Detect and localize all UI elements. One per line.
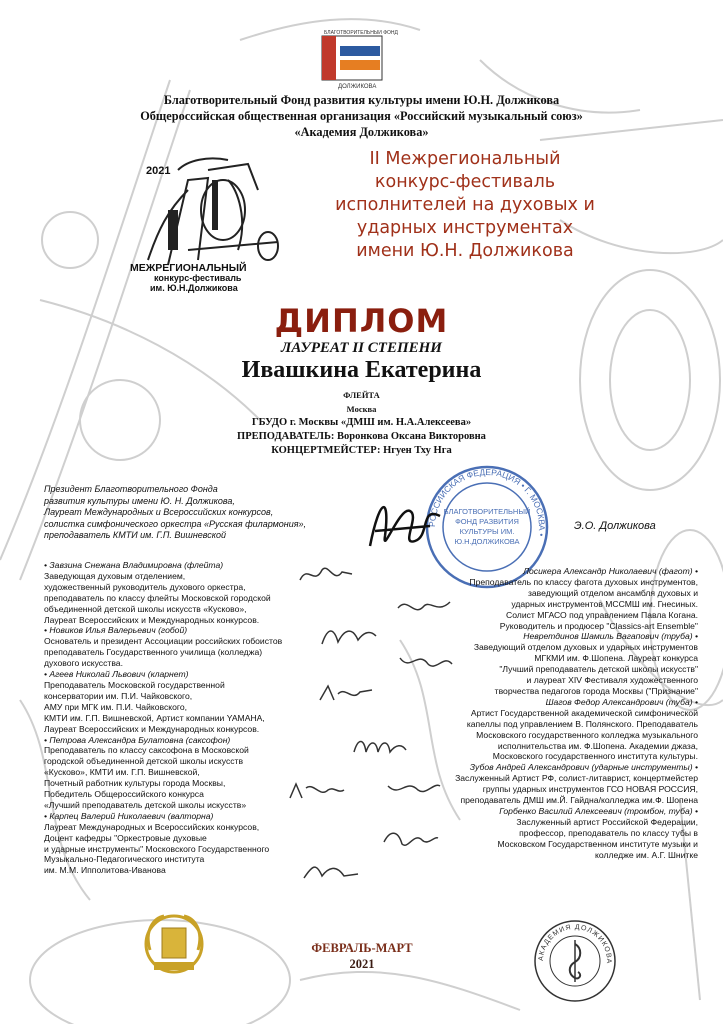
jury-member-desc: преподаватель ДМШ им.Й. Гайдна/колледжа им.Ф. Шопена xyxy=(460,795,698,806)
jury-member-name: Шагов Федор Александрович (туба) • xyxy=(545,696,698,707)
jury-member-desc: преподаватель по классу флейты Московской городской xyxy=(44,592,271,603)
stamp-center-line: Ю.Н.ДОЛЖИКОВА xyxy=(454,537,520,546)
jury-member-desc: «Кусково», КМТИ им. Г.П. Вишневской, xyxy=(44,767,200,778)
jury-member-desc: Московского государственного института культуры. xyxy=(492,751,698,762)
emblem-subtitle: конкурс-фестиваль xyxy=(154,273,242,283)
contest-title xyxy=(300,148,630,263)
president-name: Э.О. Должикова xyxy=(574,520,656,532)
foundation-logo xyxy=(318,30,398,90)
jury-member-desc: заведующий отделом ансамбля духовых и xyxy=(527,587,698,598)
stamp-ring-text: РОССИЙСКАЯ ФЕДЕРАЦИЯ • Г. МОСКВА • xyxy=(426,466,548,538)
contest-title-line: имени Ю.Н. Должикова xyxy=(356,241,574,261)
president-line: развития культуры имени Ю. Н. Должикова, xyxy=(44,495,235,506)
jury-member-desc: Победитель Общероссийского конкурса xyxy=(44,789,204,800)
jury-member-desc: Заведующий отделом духовых и ударных инструментов xyxy=(473,642,698,653)
jury-member-desc: и ударные инструменты" Московского Государственного xyxy=(44,843,270,854)
jury-member-desc: Основатель и президент Ассоциации российских гобоистов xyxy=(44,636,283,647)
jury-member-desc: Московском Государственном институте музыки и xyxy=(497,838,698,849)
jury-member-desc: профессор, преподаватель по классу тубы в xyxy=(519,827,698,838)
jury-member-name: Зубов Андрей Александрович (ударные инструменты) • xyxy=(469,762,698,773)
jury-member-desc: исполнительства им. Ф.Шопена. Академии джаза, xyxy=(497,740,698,751)
jury-member-desc: "Лучший преподаватель детской школы искусств" xyxy=(499,664,698,675)
svg-text:ДОЛЖИКОВА: ДОЛЖИКОВА xyxy=(338,84,377,90)
jury-signature xyxy=(300,858,360,886)
academy-logo-text: АКАДЕМИЯ ДОЛЖИКОВА xyxy=(537,923,613,965)
jury-member-desc: Московского государственного колледжа музыкального xyxy=(476,729,698,740)
stamp-center-line: БЛАГОТВОРИТЕЛЬНЫЙ xyxy=(443,507,531,516)
jury-left-column xyxy=(44,560,344,876)
org-line: «Академия Должикова» xyxy=(294,125,429,139)
jury-member-desc: Заведующая духовым отделением, xyxy=(44,570,186,581)
jury-member-name: Невретдинов Шамиль Вагапович (труба) • xyxy=(523,631,698,642)
event-months: ФЕВРАЛЬ-МАРТ xyxy=(311,941,413,955)
laureate-degree: ЛАУРЕАТ II СТЕПЕНИ xyxy=(281,340,442,356)
academy-logo xyxy=(532,918,618,1004)
jury-member-desc: объединенной детской школы искусств «Кусково», xyxy=(44,603,247,614)
jury-member-name: • Агеев Николай Львович (кларнет) xyxy=(44,669,189,680)
jury-member-desc: консерватории им. П.И. Чайковского, xyxy=(44,690,193,701)
jury-member-desc: преподаватель Государственного училища (колледжа) xyxy=(44,647,263,658)
jury-member-desc: Заслуженный артист Российской Федерации, xyxy=(516,816,698,827)
jury-member-desc: художественный руководитель духового оркестра, xyxy=(44,581,246,592)
emblem-year: 2021 xyxy=(146,165,171,177)
jury-member-desc: и лауреат XIV Фестиваля художественного xyxy=(526,675,698,686)
jury-member-desc: ударных инструментов МССМШ им. Гнесиных. xyxy=(511,598,698,609)
jury-member-desc: Солист МГАСО под управлением Павла Когана. xyxy=(506,609,698,620)
president-line: солистка симфонического оркестра «Русская филармония», xyxy=(44,518,307,529)
jury-member-desc: творчества педагогов города Москвы ("Признание" xyxy=(494,685,698,696)
jury-member-desc: Лауреат Всероссийских и Международных конкурсов. xyxy=(44,723,260,734)
jury-member-desc: Музыкально-Педагогического института xyxy=(44,854,205,865)
emblem-name: им. Ю.Н.Должикова xyxy=(150,283,238,293)
jury-member-desc: Преподаватель по классу саксофона в Московской xyxy=(44,745,249,756)
jury-member-desc: городской объединенной детской школы искусств xyxy=(44,756,244,767)
jury-member-desc: духового искусства. xyxy=(44,658,123,669)
svg-text:БЛАГОТВОРИТЕЛЬНЫЙ ФОНД: БЛАГОТВОРИТЕЛЬНЫЙ ФОНД xyxy=(324,30,398,36)
president-line: Лауреат Международных и Всероссийских конкурсов, xyxy=(44,507,274,517)
president-line: Президент Благотворительного Фонда xyxy=(44,484,218,494)
jury-signature xyxy=(350,734,410,762)
jury-member-desc: Лауреат Всероссийских и Международных конкурсов. xyxy=(44,614,260,625)
accompanist: КОНЦЕРТМЕЙСТЕР: Нгуен Тху Нга xyxy=(271,445,452,456)
jury-member-desc: АМУ при МГК им. П.И. Чайковского, xyxy=(44,701,188,712)
jury-member-desc: КМТИ им. Г.П. Вишневской, Артист компании YAMAHA, xyxy=(44,712,265,723)
jury-member-desc: Доцент кафедры "Оркестровые духовые xyxy=(44,832,207,843)
organizations-header xyxy=(60,92,663,140)
org-line: Благотворительный Фонд развития культуры имени Ю.Н. Должикова xyxy=(163,93,560,107)
school: ГБУДО г. Москвы «ДМШ им. Н.А.Алексеева» xyxy=(251,417,472,428)
jury-signature xyxy=(380,826,440,854)
jury-member-name: Лосикера Александр Николаевич (фагот) • xyxy=(523,566,698,576)
jury-member-desc: Почетный работник культуры города Москвы, xyxy=(44,778,226,789)
president-info xyxy=(44,484,374,542)
org-line: Общероссийская общественная организация «Российский музыкальный союз» xyxy=(140,109,583,123)
jury-member-desc: капеллы под управлением В. Полянского. Преподаватель xyxy=(466,718,698,729)
teacher: ПРЕПОДАВАТЕЛЬ: Воронкова Оксана Викторовна xyxy=(237,431,486,442)
recipient-info xyxy=(0,388,723,458)
event-dates xyxy=(282,940,442,972)
jury-signature xyxy=(384,774,444,802)
jury-signature xyxy=(394,594,454,622)
jury-signature xyxy=(286,778,346,806)
jury-member-name: • Завзина Снежана Владимировна (флейта) xyxy=(44,560,224,570)
jury-signature xyxy=(316,680,376,708)
stamp-center-line: КУЛЬТУРЫ ИМ. xyxy=(459,527,515,536)
contest-title-line: II Межрегиональный xyxy=(369,149,561,169)
jury-member-desc: МГКМИ им. Ф.Шопена. Лауреат конкурса xyxy=(534,653,698,664)
recipient-name: Ивашкина Екатерина xyxy=(241,357,482,383)
city: Москва xyxy=(346,404,377,414)
jury-member-desc: Преподаватель по классу фагота духовых инструментов, xyxy=(469,576,698,587)
gold-emblem-logo xyxy=(140,910,208,980)
jury-member-desc: Артист Государственной академической симфонической xyxy=(470,707,698,718)
jury-signature xyxy=(318,622,378,650)
jury-member-desc: Лауреат Международных и Всероссийских конкурсов, xyxy=(44,821,260,832)
emblem-title: МЕЖРЕГИОНАЛЬНЫЙ xyxy=(130,262,247,274)
instrument: ФЛЕЙТА xyxy=(343,390,380,400)
jury-member-name: Горбенко Василий Алексеевич (тромбон, туба) • xyxy=(499,805,698,816)
contest-title-line: конкурс-фестиваль xyxy=(374,172,556,192)
jury-signature xyxy=(296,560,356,588)
president-signature xyxy=(360,486,445,566)
president-line: преподаватель КМТИ им. Г.П. Вишневской xyxy=(44,530,227,540)
contest-title-line: ударных инструментах xyxy=(356,218,574,238)
diploma-title: ДИПЛОМ xyxy=(274,302,449,340)
jury-member-desc: им. М.М. Ипполитова-Иванова xyxy=(44,865,166,876)
contest-title-line: исполнителей на духовых и xyxy=(335,195,595,215)
jury-member-desc: колледже им. А.Г. Шнитке xyxy=(595,849,698,860)
jury-signature xyxy=(396,648,456,676)
jury-member-desc: «Лучший преподаватель детской школы искусств» xyxy=(44,799,247,810)
jury-member-desc: Руководитель и продюсер "Classics-art Ensemble" xyxy=(499,620,698,631)
jury-member-desc: Заслуженный Артист РФ, солист-литаврист, концертмейстер xyxy=(455,773,698,784)
jury-member-name: • Карпец Валерий Николаевич (валторна) xyxy=(44,810,214,821)
jury-member-desc: группы ударных инструментов ГСО НОВАЯ РОССИЯ, xyxy=(482,784,698,795)
jury-member-name: • Новиков Илья Валерьевич (гобой) xyxy=(44,625,188,636)
jury-member-name: • Петрова Александра Булатовна (саксофон) xyxy=(44,734,231,745)
stamp-center-line: ФОНД РАЗВИТИЯ xyxy=(455,517,519,526)
jury-member-desc: Преподаватель Московской государственной xyxy=(44,679,225,690)
event-year: 2021 xyxy=(349,957,375,971)
